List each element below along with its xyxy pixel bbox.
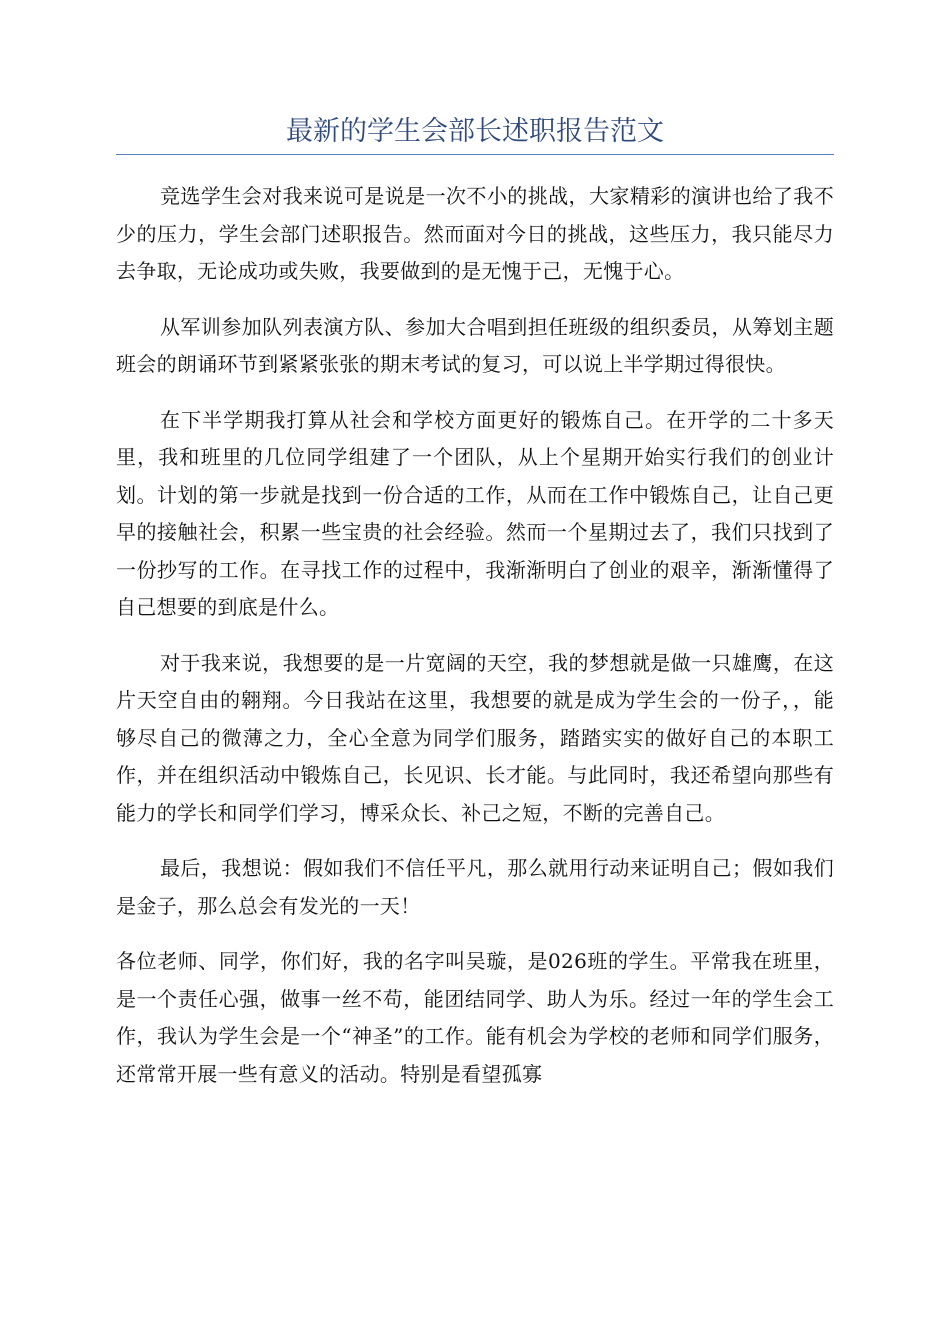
paragraph: 各位老师、同学，你们好，我的名字叫吴璇，是026班的学生。平常我在班里，是一个责任心强，做事一丝不苟，能团结同学、助人为乐。经过一年的学生会工作，我认为学生会是一个“神圣”的工作。能有机会为学校的老师和同学们服务，还常常开展一些有意义的活动。特别是看望孤寡 (116, 949, 834, 1086)
document-body (116, 178, 834, 1111)
paragraph: 竞选学生会对我来说可是说是一次不小的挑战，大家精彩的演讲也给了我不少的压力，学生会部门述职报告。然而面对今日的挑战，这些压力，我只能尽力去争取，无论成功或失败，我要做到的是无愧于己，无愧于心。 (116, 184, 834, 283)
paragraph: 最后，我想说：假如我们不信任平凡，那么就用行动来证明自己；假如我们是金子，那么总会有发光的一天！ (116, 856, 834, 918)
document-title: 最新的学生会部长述职报告范文 (286, 116, 664, 147)
title-underline (116, 154, 834, 155)
paragraph: 对于我来说，我想要的是一片宽阔的天空，我的梦想就是做一只雄鹰，在这片天空自由的翱翔。今日我站在这里，我想要的就是成为学生会的一份子，，能够尽自己的微薄之力，全心全意为同学们服务，踏踏实实的做好自己的本职工作，并在组织活动中锻炼自己，长见识、长才能。与此同时，我还希望向那些有能力的学长和同学们学习，博采众长、补己之短，不断的完善自己。 (116, 650, 834, 825)
paragraph: 从军训参加队列表演方队、参加大合唱到担任班级的组织委员，从筹划主题班会的朗诵环节到紧紧张张的期末考试的复习，可以说上半学期过得很快。 (116, 314, 834, 376)
paragraph: 在下半学期我打算从社会和学校方面更好的锻炼自己。在开学的二十多天里，我和班里的几位同学组建了一个团队，从上个星期开始实行我们的创业计划。计划的第一步就是找到一份合适的工作，从而在工作中锻炼自己，让自己更早的接触社会，积累一些宝贵的社会经验。然而一个星期过去了，我们只找到了一份抄写的工作。在寻找工作的过程中，我渐渐明白了创业的艰辛，渐渐懂得了自己想要的到底是什么。 (116, 407, 834, 619)
